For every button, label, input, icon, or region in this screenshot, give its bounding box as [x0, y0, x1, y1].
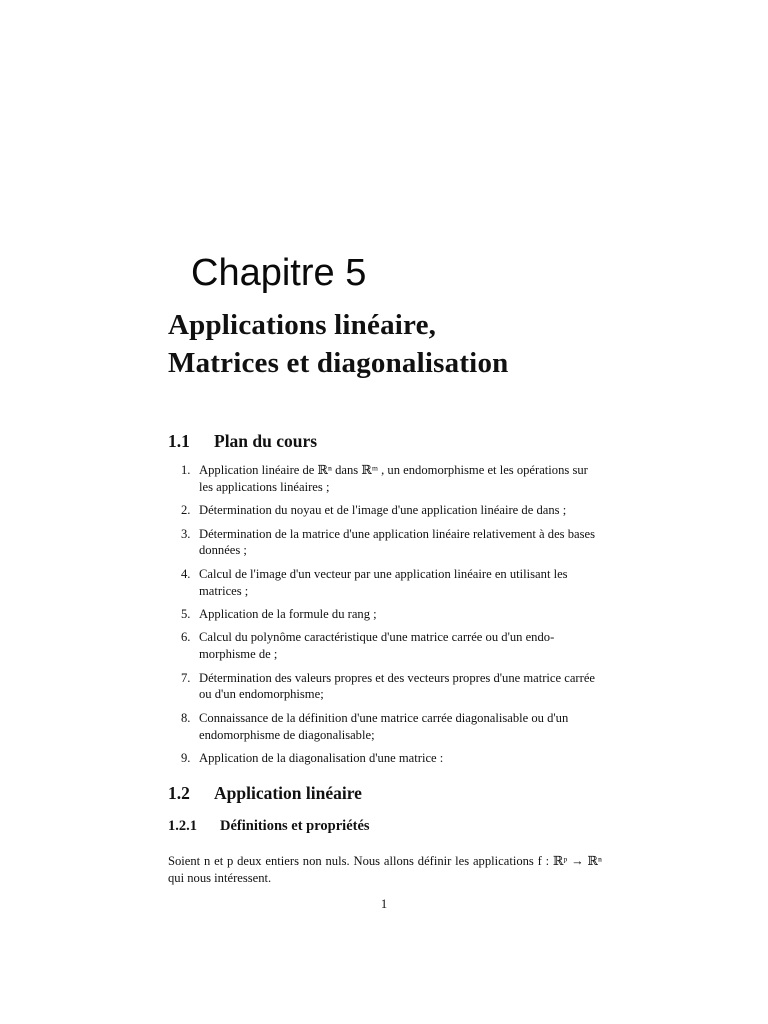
list-item-number: 9.: [181, 750, 191, 765]
section-number: 1.2: [168, 783, 190, 803]
chapter-title-line: Applications linéaire,: [168, 309, 437, 341]
list-item: [168, 750, 600, 767]
section-heading-application-lineaire: [168, 782, 362, 804]
list-item: [168, 462, 600, 496]
list-item-number: 3.: [181, 526, 191, 541]
list-item: [168, 629, 600, 663]
list-item-text: Détermination de la matrice d'une application linéaire relativement à des bases données ;: [199, 526, 596, 558]
list-item: [168, 502, 600, 519]
list-item-number: 1.: [181, 463, 191, 477]
section-heading-plan-du-cours: [168, 430, 317, 452]
list-item-text: Calcul de l'image d'un vecteur par une application linéaire en utilisant les matrices ;: [199, 566, 568, 598]
list-item-number: 6.: [181, 630, 191, 645]
list-item-number: 4.: [181, 566, 191, 581]
list-item-number: 2.: [181, 503, 191, 518]
list-item-text: Détermination du noyau et de l'image d'une application linéaire de dans ;: [199, 503, 567, 518]
list-item: [168, 710, 600, 744]
subsection-title: Définitions et propriétés: [220, 818, 370, 834]
list-item-text: Détermination des valeurs propres et des vecteurs propres d'une matrice carrée ou d'un endomorphisme;: [199, 670, 596, 702]
list-item-text: Calcul du polynôme caractéristique d'une matrice carrée ou d'un endo- morphisme de ;: [199, 630, 555, 662]
section-number: 1.1: [168, 431, 190, 451]
chapter-title-line: Matrices et diagonalisation: [168, 347, 509, 379]
list-item: [168, 606, 600, 623]
section-title: Application linéaire: [214, 783, 362, 803]
list-item: [168, 566, 600, 600]
list-item-text: Application de la formule du rang ;: [199, 606, 377, 621]
subsection-number: 1.2.1: [168, 818, 197, 834]
page-number: 1: [380, 897, 388, 911]
chapter-label: Chapitre 5: [191, 252, 367, 294]
list-item-text: Connaissance de la définition d'une matrice carrée diagonalisable ou d'un endomorphisme de diagonalisable;: [199, 710, 569, 742]
list-item-number: 8.: [181, 710, 191, 725]
subsection-heading-definitions: [168, 816, 370, 836]
list-item-number: 7.: [181, 670, 191, 685]
intro-paragraph: Soient n et p deux entiers non nuls. Nous allons définir les applications f : ℝᵖ → ℝⁿ qui nous intéressent.: [168, 853, 602, 885]
list-item-text: Application linéaire de ℝⁿ dans ℝᵐ , un endomorphisme et les opérations sur les applications linéaires ;: [199, 463, 588, 494]
course-plan-list: [168, 462, 600, 773]
list-item: [168, 670, 600, 704]
list-item-number: 5.: [181, 606, 191, 621]
list-item-text: Application de la diagonalisation d'une matrice :: [199, 750, 444, 765]
list-item: [168, 526, 600, 560]
chapter-title: [168, 306, 628, 382]
section-title: Plan du cours: [214, 431, 318, 451]
